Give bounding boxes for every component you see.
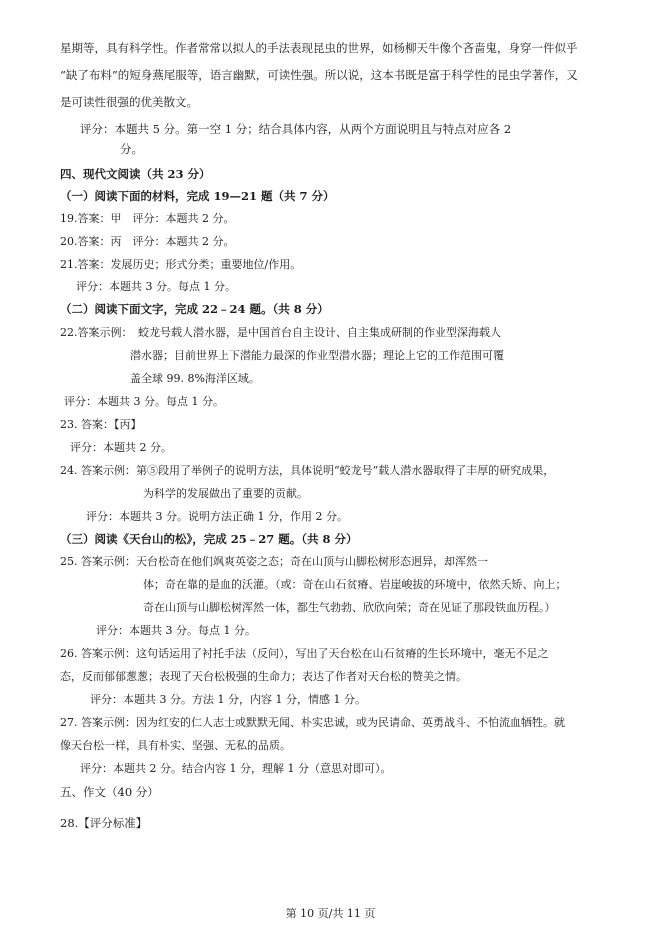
answer-line: 奇在山顶与山脚松树浑然一体，都生气勃勃、欣欣向荣；奇在见证了那段铁血历程。）: [143, 601, 556, 614]
section-heading: 五、作文（40 分）: [60, 785, 159, 799]
score-line: 评分：本题共 3 分。每点 1 分。: [96, 624, 256, 637]
score-line: 评分：本题共 3 分。每点 1 分。: [76, 280, 236, 293]
answer-line: 20.答案：丙 评分：本题共 2 分。: [60, 235, 235, 248]
answer-line: 23. 答案：【丙】: [60, 418, 142, 431]
answer-line: 态，反而郁郁葱葱；表现了天台松极强的生命力；表达了作者对天台松的赞美之情。: [60, 670, 467, 683]
subsection-heading: （二）阅读下面文字，完成 22﹣24 题。（共 8 分）: [60, 302, 329, 316]
answer-line: 22.答案示例： 蛟龙号载人潜水器，是中国首台自主设计、自主集成研制的作业型深海载人: [60, 326, 501, 339]
answer-line: 25. 答案示例：天台松奇在他们飒爽英姿之态；奇在山顶与山脚松树形态迥异，却浑然一: [60, 555, 488, 568]
text-line: “缺了布料”的短身燕尾服等，语言幽默，可读性强。所以说，这本书既是富于科学性的昆虫学著作，又: [60, 68, 578, 82]
score-line: 评分：本题共 2 分。: [70, 441, 172, 454]
text-line: 是可读性很强的优美散文。: [60, 95, 198, 109]
score-line: 评分：本题共 3 分。每点 1 分。: [64, 395, 224, 408]
subsection-heading: （一）阅读下面的材料，完成 19—21 题（共 7 分）: [60, 189, 335, 203]
subsection-heading: （三）阅读《天台山的松》，完成 25﹣27 题。（共 8 分）: [60, 532, 358, 546]
section-heading: 四、现代文阅读（共 23 分）: [60, 167, 211, 181]
text-line: 分。: [120, 142, 143, 156]
score-line: 评分：本题共 3 分。说明方法正确 1 分，作用 2 分。: [86, 510, 348, 523]
text-line: 星期等，具有科学性。作者常常以拟人的手法表现昆虫的世界，如杨柳天牛像个吝啬鬼，身穿一件似乎: [60, 41, 578, 55]
answer-line: 像天台松一样，具有朴实、坚强、无私的品质。: [60, 739, 291, 752]
answer-line: 21.答案：发展历史；形式分类；重要地位/作用。: [60, 258, 302, 271]
score-line: 评分：本题共 2 分。结合内容 1 分，理解 1 分（意思对即可）。: [80, 762, 392, 775]
answer-line: 28.【评分标准】: [60, 816, 148, 830]
score-line: 评分：本题共 3 分。方法 1 分，内容 1 分，情感 1 分。: [90, 693, 366, 706]
answer-line: 26. 答案示例：这句话运用了衬托手法（反问），写出了天台松在山石贫瘠的生长环境中，毫无不足之: [60, 647, 549, 660]
answer-line: 潜水器；目前世界上下潜能力最深的作业型潜水器；理论上它的工作范围可覆: [130, 349, 504, 362]
answer-line: 为科学的发展做出了重要的贡献。: [143, 487, 308, 500]
answer-line: 盖全球 99. 8%海洋区域。: [130, 372, 260, 385]
answer-line: 24. 答案示例：第⑤段用了举例子的说明方法，具体说明“蛟龙号”载人潜水器取得了丰厚的研究成果，: [60, 464, 555, 477]
answer-line: 19.答案：甲 评分：本题共 2 分。: [60, 212, 235, 225]
answer-line: 体；奇在靠的是血的沃灌。（或：奇在山石贫瘠、岩崖峻拔的环境中，依然夭矫、向上；: [143, 578, 567, 591]
answer-line: 27. 答案示例：因为红安的仁人志士或默默无闻、朴实忠诚，或为民请命、英勇战斗、不怕流血牺牲。就: [60, 716, 565, 729]
page-footer: 第 10 页/共 11 页: [285, 907, 376, 920]
text-line: 评分：本题共 5 分。第一空 1 分；结合具体内容，从两个方面说明且与特点对应各 2: [80, 122, 512, 136]
